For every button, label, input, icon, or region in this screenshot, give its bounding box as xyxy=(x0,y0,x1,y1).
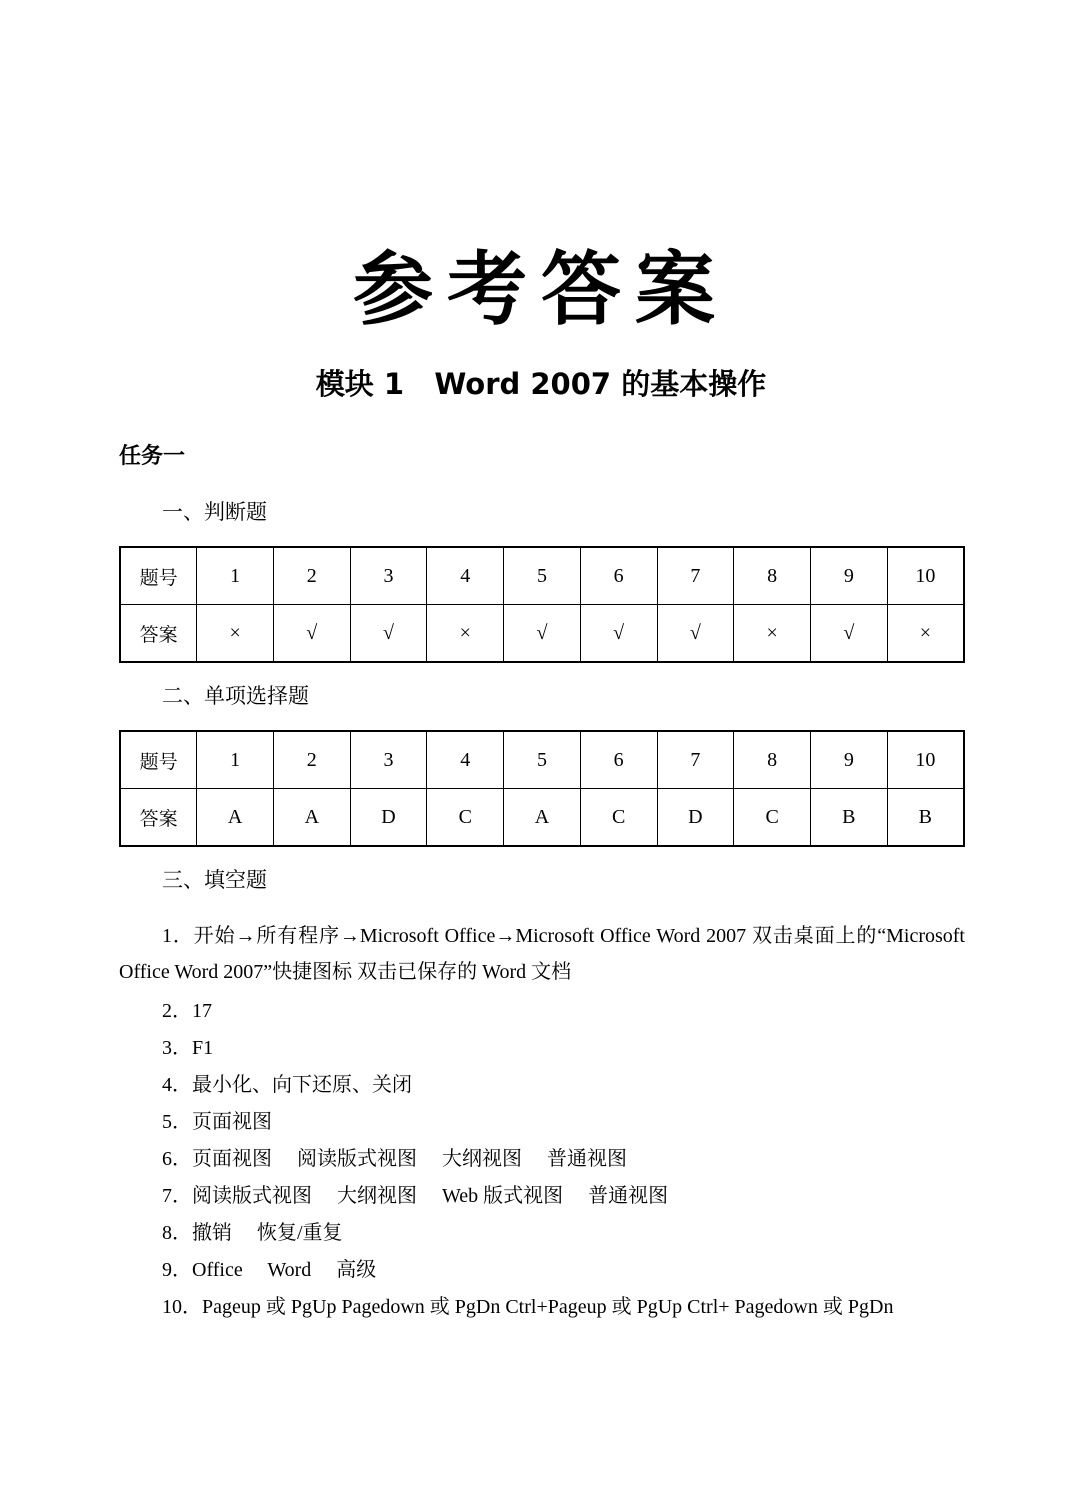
fill-answer-item xyxy=(119,918,965,990)
question-number: 7 xyxy=(657,731,734,789)
question-number: 1 xyxy=(197,547,274,605)
question-number: 6 xyxy=(580,547,657,605)
answer-cell: B xyxy=(810,789,887,847)
fill-answer-item: 6．页面视图 阅读版式视图 大纲视图 普通视图 xyxy=(162,1148,627,1170)
answer-cell: × xyxy=(427,605,504,663)
question-number: 5 xyxy=(504,547,581,605)
answer-cell: A xyxy=(273,789,350,847)
fill-answer-text: 10．Pageup 或 PgUp Pagedown 或 PgDn Ctrl+Pageup 或 PgUp Ctrl+ Pagedown 或 PgDn xyxy=(162,1296,894,1318)
answer-cell: D xyxy=(657,789,734,847)
question-number: 9 xyxy=(810,731,887,789)
fill-answer-text: 1．开始→所有程序→Microsoft Office→Microsoft Office Word 2007 双击桌面上的“Microsoft Office Word 2007”快捷图标 双击已保存的 Word 文档 xyxy=(119,925,965,983)
question-number: 5 xyxy=(504,731,581,789)
answer-cell: × xyxy=(197,605,274,663)
row-label: 题号 xyxy=(120,731,197,789)
answer-cell: C xyxy=(580,789,657,847)
answer-cell: √ xyxy=(657,605,734,663)
answer-cell: √ xyxy=(273,605,350,663)
module-title: 模块 1 Word 2007 的基本操作 xyxy=(315,367,767,401)
answer-cell: B xyxy=(887,789,964,847)
judge-section-heading: 一、判断题 xyxy=(162,500,267,524)
choice-section-heading: 二、单项选择题 xyxy=(162,684,309,708)
answer-cell: C xyxy=(427,789,504,847)
judge-answer-table xyxy=(119,546,965,663)
table-row xyxy=(120,789,964,847)
question-number: 1 xyxy=(197,731,274,789)
choice-answer-table xyxy=(119,730,965,847)
answer-cell: √ xyxy=(504,605,581,663)
answer-cell: C xyxy=(734,789,811,847)
question-number: 4 xyxy=(427,731,504,789)
answer-cell: √ xyxy=(580,605,657,663)
question-number: 2 xyxy=(273,731,350,789)
row-label: 答案 xyxy=(120,605,197,663)
question-number: 3 xyxy=(350,547,427,605)
answer-cell: √ xyxy=(350,605,427,663)
fill-section-heading: 三、填空题 xyxy=(162,868,267,892)
row-label: 题号 xyxy=(120,547,197,605)
fill-answer-item: 7．阅读版式视图 大纲视图 Web 版式视图 普通视图 xyxy=(162,1185,669,1207)
question-number: 3 xyxy=(350,731,427,789)
question-number: 6 xyxy=(580,731,657,789)
question-number: 9 xyxy=(810,547,887,605)
answer-cell: √ xyxy=(810,605,887,663)
task-title: 任务一 xyxy=(119,444,186,469)
fill-answer-item xyxy=(119,1289,965,1325)
question-number: 8 xyxy=(734,547,811,605)
table-row xyxy=(120,605,964,663)
row-label: 答案 xyxy=(120,789,197,847)
answer-cell: × xyxy=(887,605,964,663)
fill-answer-item: 4．最小化、向下还原、关闭 xyxy=(162,1074,412,1096)
question-number: 7 xyxy=(657,547,734,605)
fill-answer-item: 5．页面视图 xyxy=(162,1111,272,1133)
question-number: 8 xyxy=(734,731,811,789)
answer-cell: × xyxy=(734,605,811,663)
question-number: 2 xyxy=(273,547,350,605)
fill-answer-item: 9．Office Word 高级 xyxy=(162,1259,377,1281)
answer-cell: A xyxy=(504,789,581,847)
table-row xyxy=(120,547,964,605)
page-title: 参考答案 xyxy=(353,243,729,336)
fill-answer-item: 2．17 xyxy=(162,1000,212,1022)
question-number: 10 xyxy=(887,731,964,789)
question-number: 4 xyxy=(427,547,504,605)
answer-cell: A xyxy=(197,789,274,847)
table-row xyxy=(120,731,964,789)
fill-answer-item: 8．撤销 恢复/重复 xyxy=(162,1222,343,1244)
fill-answer-item: 3．F1 xyxy=(162,1037,214,1059)
answer-cell: D xyxy=(350,789,427,847)
question-number: 10 xyxy=(887,547,964,605)
